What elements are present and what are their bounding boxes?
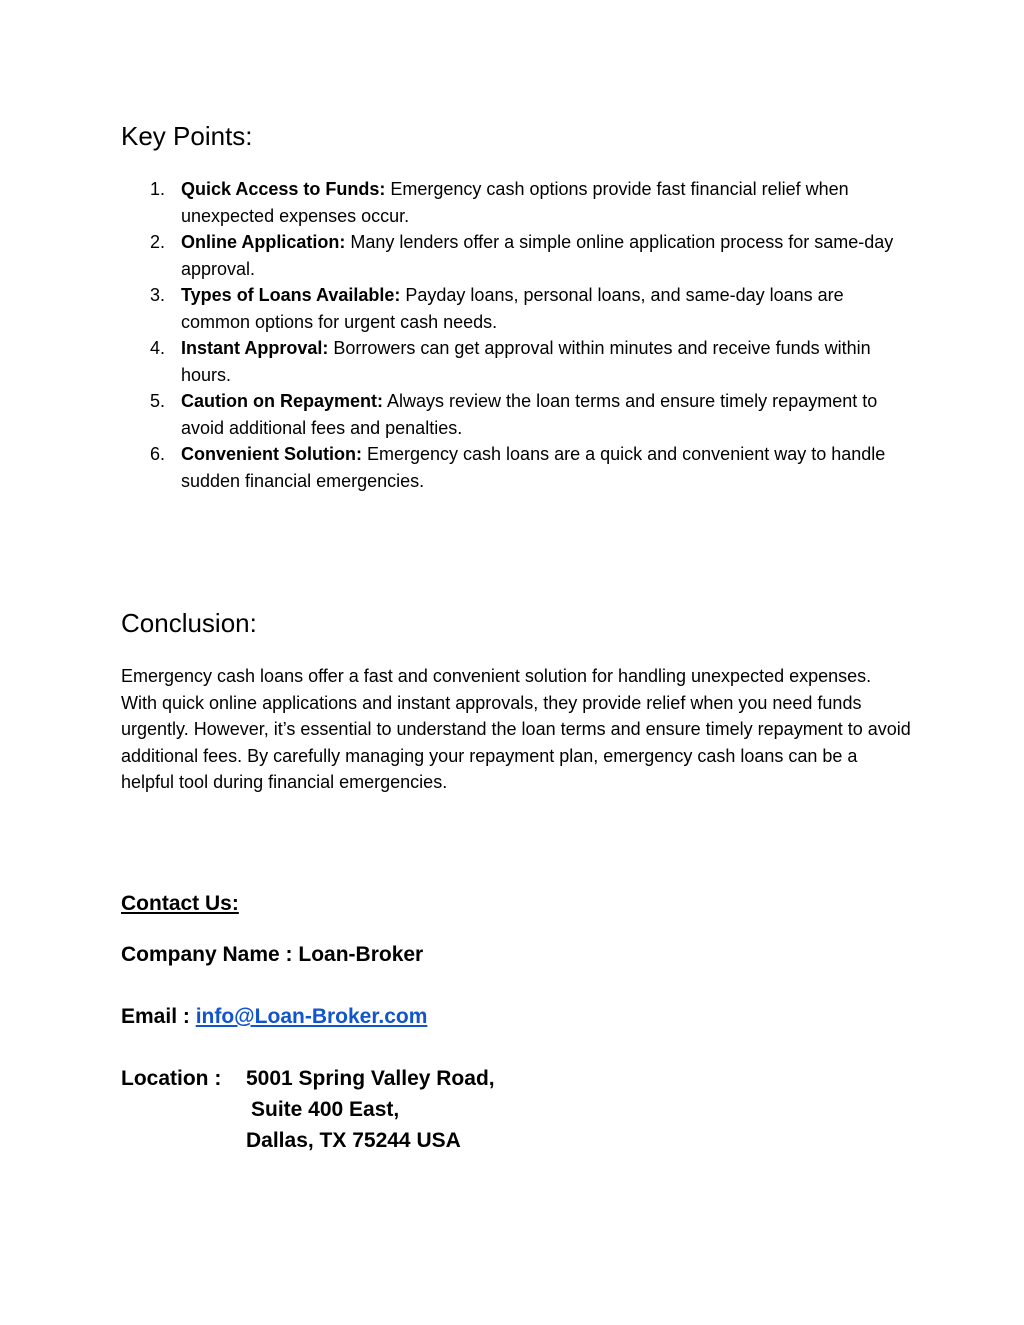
list-item-number: 6. bbox=[150, 444, 166, 464]
conclusion-heading: Conclusion: bbox=[121, 608, 257, 638]
list-item bbox=[121, 176, 911, 229]
list-item-number: 2. bbox=[150, 232, 166, 252]
list-item-text: Emergency cash options provide fast financial relief when unexpected expenses occur. bbox=[181, 179, 849, 226]
list-item-number: 4. bbox=[150, 338, 166, 358]
list-item bbox=[121, 282, 911, 335]
company-line bbox=[121, 939, 423, 970]
list-item bbox=[121, 441, 911, 494]
list-item-lead: Types of Loans Available: bbox=[181, 285, 401, 305]
list-item-text: Borrowers can get approval within minutes and receive funds within hours. bbox=[181, 338, 871, 385]
email-label: Email : bbox=[121, 1005, 196, 1028]
list-item-lead: Online Application: bbox=[181, 232, 346, 252]
company-label: Company Name : bbox=[121, 943, 299, 966]
list-item-text: Many lenders offer a simple online application process for same-day approval. bbox=[181, 232, 894, 279]
list-item-number: 1. bbox=[150, 179, 166, 199]
company-value: Loan-Broker bbox=[298, 943, 424, 966]
list-item-text: Payday loans, personal loans, and same-day loans are common options for urgent cash needs. bbox=[181, 285, 844, 332]
list-item-text: Emergency cash loans are a quick and convenient way to handle sudden financial emergencies. bbox=[181, 444, 886, 491]
email-line bbox=[121, 1001, 427, 1032]
list-item-text: Always review the loan terms and ensure timely repayment to avoid additional fees and penalties. bbox=[181, 391, 878, 438]
conclusion-paragraph: Emergency cash loans offer a fast and convenient solution for handling unexpected expenses. With quick online applications and instant approvals, they provide relief when you need funds urgently. However, it’s essential to understand the loan terms and ensure timely repayment to avoid additional fees. By carefully managing your repayment plan, emergency cash loans can be a helpful tool during financial emergencies. bbox=[121, 666, 911, 792]
contact-heading: Contact Us: bbox=[121, 892, 239, 915]
key-points-heading: Key Points: bbox=[121, 121, 253, 151]
list-item-number: 5. bbox=[150, 391, 166, 411]
email-link[interactable]: info@Loan-Broker.com bbox=[195, 1005, 428, 1028]
list-item-lead: Quick Access to Funds: bbox=[181, 179, 386, 199]
key-points-list bbox=[121, 176, 911, 494]
list-item bbox=[121, 229, 911, 282]
address-line-1: 5001 Spring Valley Road, bbox=[246, 1067, 495, 1090]
list-item-lead: Caution on Repayment: bbox=[181, 391, 384, 411]
address-line-2: Suite 400 East, bbox=[251, 1098, 400, 1121]
location-label: Location : bbox=[121, 1067, 222, 1090]
list-item bbox=[121, 388, 911, 441]
list-item bbox=[121, 335, 911, 388]
address-line-3: Dallas, TX 75244 USA bbox=[246, 1129, 461, 1152]
list-item-lead: Instant Approval: bbox=[181, 338, 329, 358]
list-item-number: 3. bbox=[150, 285, 166, 305]
list-item-lead: Convenient Solution: bbox=[181, 444, 362, 464]
